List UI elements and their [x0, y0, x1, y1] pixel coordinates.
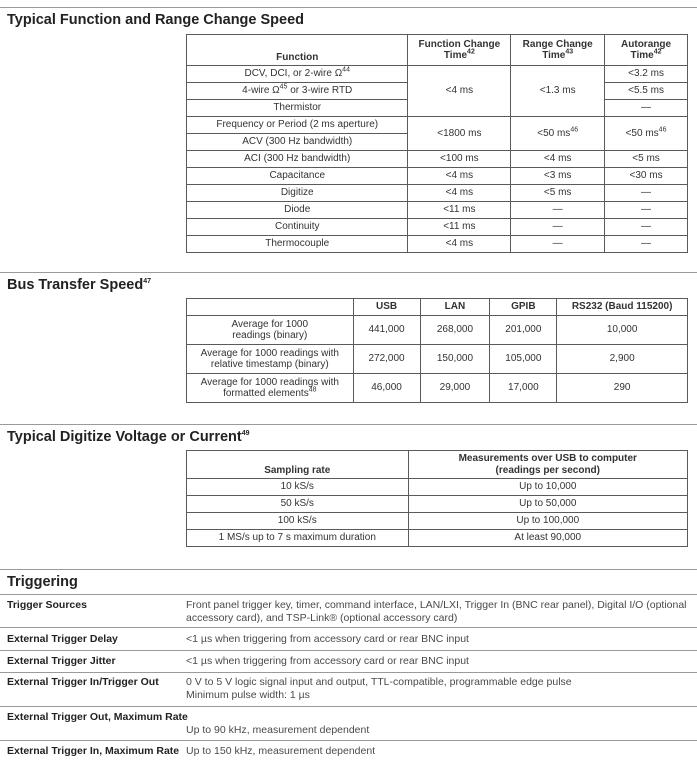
column-header-function-change: Function Change Time$^{42}$ — [408, 35, 511, 66]
lan-value: 150,000 — [420, 345, 490, 374]
digitize-table — [186, 450, 688, 547]
table-header-row — [187, 299, 688, 316]
autorange-cell: — — [605, 219, 688, 236]
spec-label-trigger-out-max-rate: External Trigger Out, Maximum Rate — [7, 711, 188, 723]
column-header-lan: LAN — [420, 299, 490, 316]
spec-value-trigger-sources: Front panel trigger key, timer, command interface, LAN/LXI, Trigger In (BNC rear panel), Digital I/O (optional accessory card), and TSP-Link® (optional accessory card) — [186, 599, 687, 624]
spec-label-trigger-jitter: External Trigger Jitter — [7, 655, 116, 667]
section-divider — [0, 706, 697, 707]
lan-value: 29,000 — [420, 374, 490, 403]
spec-label-trigger-delay: External Trigger Delay — [7, 633, 118, 645]
gpib-value: 201,000 — [490, 316, 557, 345]
spec-label-trigger-in-out: External Trigger In/Trigger Out — [7, 676, 159, 688]
spec-value-trigger-jitter: <1 µs when triggering from accessory card or rear BNC input — [186, 655, 469, 667]
spec-label-trigger-sources: Trigger Sources — [7, 599, 87, 611]
function-cell: Continuity — [187, 219, 408, 236]
section-divider — [0, 672, 697, 673]
autorange-cell: <3.2 ms — [605, 66, 688, 83]
table-row — [187, 202, 688, 219]
table-row — [187, 374, 688, 403]
spec-value-trigger-delay: <1 µs when triggering from accessory card or rear BNC input — [186, 633, 469, 645]
autorange-cell: — — [605, 236, 688, 253]
autorange-cell: — — [605, 185, 688, 202]
table-row — [187, 530, 688, 547]
merged-range-change-cell: <1.3 ms — [511, 66, 605, 117]
column-header-function: Function — [187, 35, 408, 66]
autorange-cell: <5 ms — [605, 151, 688, 168]
section-divider — [0, 569, 697, 570]
function-cell: Thermocouple — [187, 236, 408, 253]
bus-transfer-table — [186, 298, 688, 403]
range-change-cell: <5 ms — [511, 185, 605, 202]
table-header-row — [187, 451, 688, 479]
table-row — [187, 479, 688, 496]
gpib-value: 105,000 — [490, 345, 557, 374]
rs232-value: 2,900 — [557, 345, 688, 374]
row-label: Average for 1000 readings (binary) — [187, 316, 354, 345]
section-title-digitize: Typical Digitize Voltage or Current$^{49}$ — [7, 429, 250, 445]
spec-value-trigger-out-max-rate: Up to 90 kHz, measurement dependent — [186, 724, 370, 736]
function-range-table — [186, 34, 688, 253]
function-change-cell: <100 ms — [408, 151, 511, 168]
table-header-row — [187, 35, 688, 66]
function-change-cell: <11 ms — [408, 219, 511, 236]
section-divider — [0, 7, 697, 8]
table-row — [187, 151, 688, 168]
table-row — [187, 345, 688, 374]
usb-value: 272,000 — [353, 345, 420, 374]
sampling-rate-cell: 50 kS/s — [187, 496, 409, 513]
function-change-cell: <4 ms — [408, 168, 511, 185]
spec-value-trigger-in-max-rate: Up to 150 kHz, measurement dependent — [186, 745, 376, 757]
autorange-cell: <5.5 ms — [605, 83, 688, 100]
range-change-cell: <4 ms — [511, 151, 605, 168]
column-header-usb: USB — [353, 299, 420, 316]
table-row — [187, 236, 688, 253]
sampling-rate-cell: 10 kS/s — [187, 479, 409, 496]
column-header-sampling-rate: Sampling rate — [187, 451, 409, 479]
table-row — [187, 168, 688, 185]
usb-value: 441,000 — [353, 316, 420, 345]
table-row — [187, 185, 688, 202]
section-divider — [0, 740, 697, 741]
table-row — [187, 496, 688, 513]
table-row — [187, 513, 688, 530]
function-change-cell: <11 ms — [408, 202, 511, 219]
range-change-cell: — — [511, 202, 605, 219]
autorange-cell: — — [605, 202, 688, 219]
section-divider — [0, 424, 697, 425]
column-header-autorange: Autorange Time$^{42}$ — [605, 35, 688, 66]
range-change-cell: — — [511, 236, 605, 253]
table-row — [187, 316, 688, 345]
function-cell: Frequency or Period (2 ms aperture) — [187, 117, 408, 134]
section-title-triggering: Triggering — [7, 574, 78, 590]
section-divider — [0, 627, 697, 628]
range-change-cell: — — [511, 219, 605, 236]
function-cell: ACV (300 Hz bandwidth) — [187, 134, 408, 151]
column-header-empty — [187, 299, 354, 316]
table-row — [187, 66, 688, 83]
measurement-cell: Up to 100,000 — [408, 513, 687, 530]
range-change-cell: <3 ms — [511, 168, 605, 185]
section-title-function-range: Typical Function and Range Change Speed — [7, 12, 305, 28]
section-title-bus-transfer: Bus Transfer Speed$^{47}$ — [7, 277, 151, 293]
usb-value: 46,000 — [353, 374, 420, 403]
column-header-rs232: RS232 (Baud 115200) — [557, 299, 688, 316]
section-divider — [0, 594, 697, 595]
row-label: Average for 1000 readings with formatted elements$^{48}$ — [187, 374, 354, 403]
section-divider — [0, 272, 697, 273]
function-cell: Digitize — [187, 185, 408, 202]
table-row — [187, 219, 688, 236]
measurement-cell: Up to 50,000 — [408, 496, 687, 513]
column-header-measurements: Measurements over USB to computer (readings per second) — [408, 451, 687, 479]
sampling-rate-cell: 1 MS/s up to 7 s maximum duration — [187, 530, 409, 547]
section-divider — [0, 650, 697, 651]
sampling-rate-cell: 100 kS/s — [187, 513, 409, 530]
function-cell: Diode — [187, 202, 408, 219]
merged-range-change-cell: <50 $ms^{46}$ — [511, 117, 605, 151]
rs232-value: 290 — [557, 374, 688, 403]
function-change-cell: <4 ms — [408, 185, 511, 202]
function-cell: Capacitance — [187, 168, 408, 185]
function-cell: Thermistor — [187, 100, 408, 117]
measurement-cell: Up to 10,000 — [408, 479, 687, 496]
merged-autorange-cell: <50 $ms^{46}$ — [605, 117, 688, 151]
row-label: Average for 1000 readings with relative timestamp (binary) — [187, 345, 354, 374]
spec-value-trigger-in-out: 0 V to 5 V logic signal input and output, TTL-compatible, programmable edge pulse Minimum pulse width: 1 µs — [186, 676, 572, 701]
autorange-cell: — — [605, 100, 688, 117]
column-header-range-change: Range Change Time$^{43}$ — [511, 35, 605, 66]
gpib-value: 17,000 — [490, 374, 557, 403]
merged-function-change-cell: <4 ms — [408, 66, 511, 117]
table-row — [187, 117, 688, 134]
function-cell: 4-wire $\Omega^{45}$ or 3-wire RTD — [187, 83, 408, 100]
measurement-cell: At least 90,000 — [408, 530, 687, 547]
function-cell: DCV, DCI, or 2-wire $\Omega^{44}$ — [187, 66, 408, 83]
spec-label-trigger-in-max-rate: External Trigger In, Maximum Rate — [7, 745, 180, 757]
function-cell: ACI (300 Hz bandwidth) — [187, 151, 408, 168]
merged-function-change-cell: <1800 ms — [408, 117, 511, 151]
autorange-cell: <30 ms — [605, 168, 688, 185]
rs232-value: 10,000 — [557, 316, 688, 345]
column-header-gpib: GPIB — [490, 299, 557, 316]
function-change-cell: <4 ms — [408, 236, 511, 253]
lan-value: 268,000 — [420, 316, 490, 345]
